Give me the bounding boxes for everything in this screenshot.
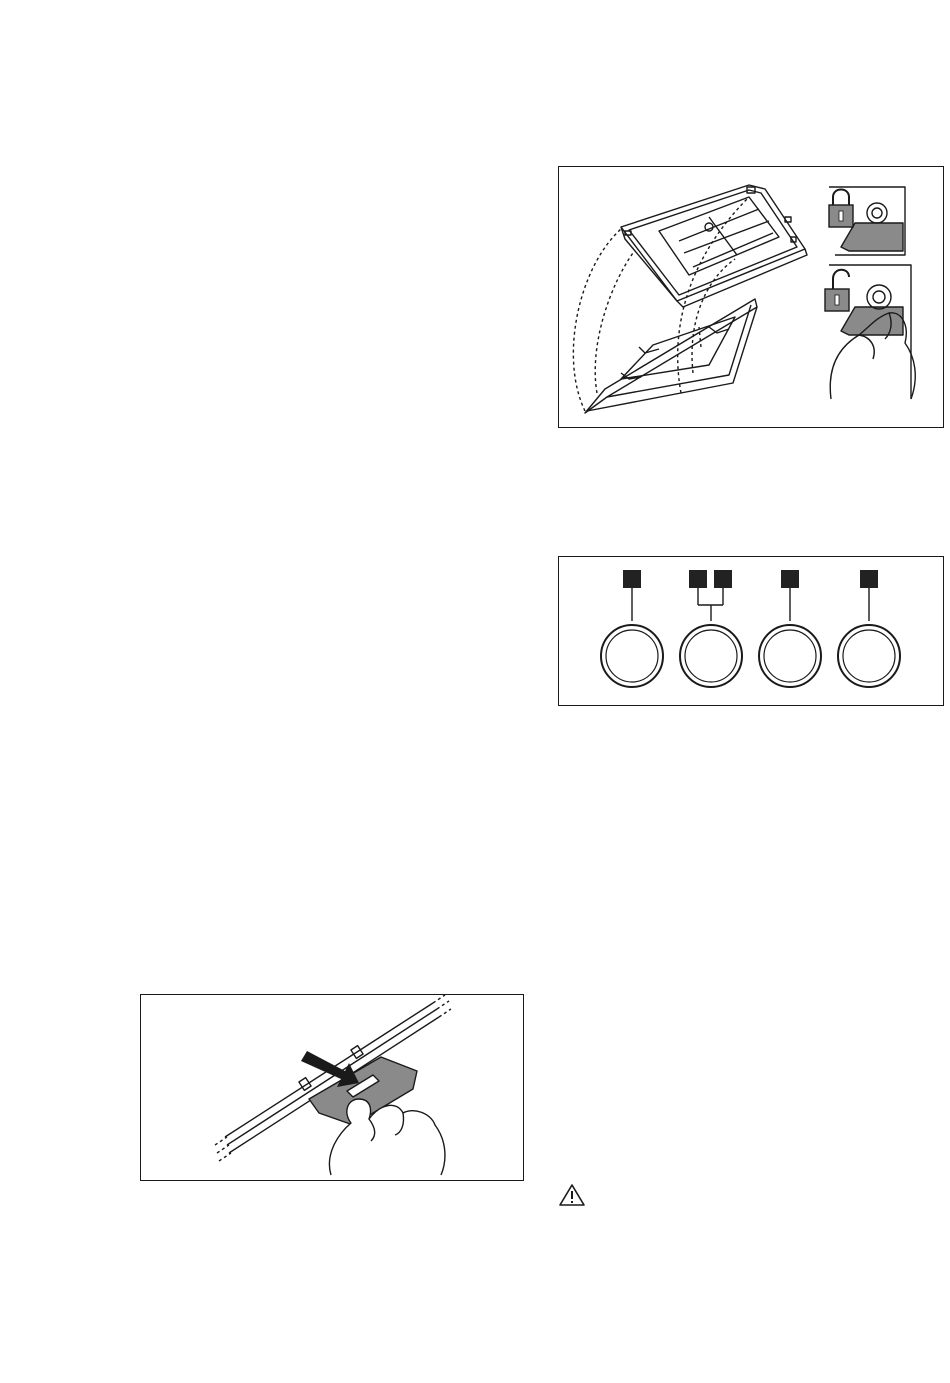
filter-removal-illustration [558,166,944,428]
control-knobs-diagram [558,556,944,706]
unlocked-inset [829,265,911,399]
motion-guide [573,197,749,411]
knobs [601,625,900,687]
callout-markers [623,570,878,588]
warning-triangle-icon [558,1182,586,1208]
control-knobs-drawing [559,557,945,707]
knob-2 [680,625,742,687]
knob-1 [601,625,663,687]
hood-frame [621,185,807,307]
callout-marker [714,570,732,588]
callout-lines [632,588,869,621]
hand-icon [329,1099,445,1175]
knob-4 [838,625,900,687]
padlock-unlocked-icon [825,270,849,311]
padlock-locked-icon [829,190,853,228]
shelf-rail-illustration [140,994,524,1181]
callout-marker [689,570,707,588]
filter-removal-drawing [559,167,945,429]
filter-panel [585,299,757,413]
callout-marker [781,570,799,588]
callout-marker [623,570,641,588]
shelf-rail-drawing [141,995,525,1182]
knob-3 [759,625,821,687]
callout-marker [860,570,878,588]
